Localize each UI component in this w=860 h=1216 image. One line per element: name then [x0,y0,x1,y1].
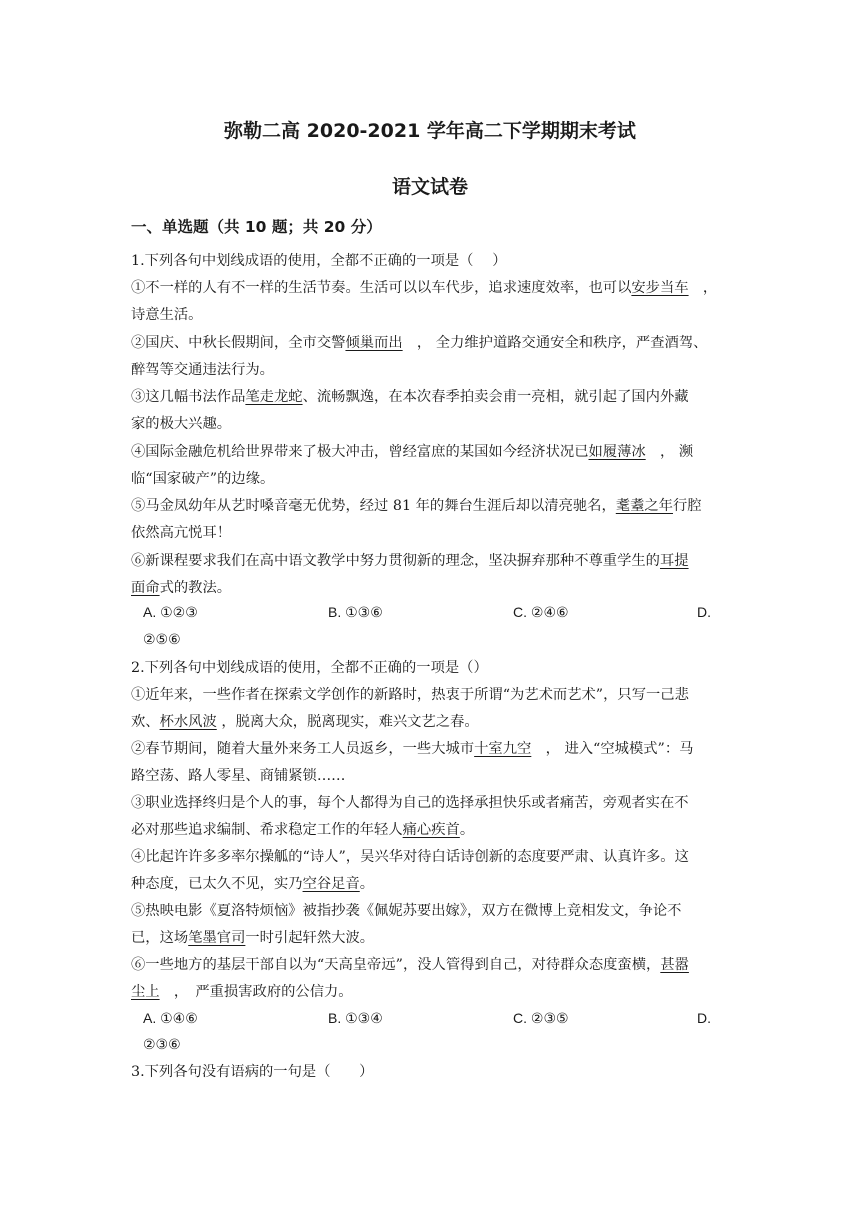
q1-option-c[interactable]: C. ②④⑥ [513,604,569,620]
q2-sentence-2-cont: 路空荡、路人零星、商铺紧锁…… [131,768,346,784]
q1-sentence-6: ⑥新课程要求我们在高中语文教学中努力贯彻新的理念，坚决摒弃那种不尊重学生的耳提 [131,553,689,569]
q2-sentence-1-cont: 欢、杯水风波 ，脱离大众，脱离现实，难兴文艺之春。 [131,714,479,730]
q2-stem: 2.下列各句中划线成语的使用，全都不正确的一项是（） [131,660,488,676]
q2-option-a[interactable]: A. ①④⑥ [143,1010,198,1026]
q2-sentence-6-cont: 尘上 ， 严重损害政府的公信力。 [131,984,353,1000]
q1-sentence-5: ⑤马金凤幼年从艺时嗓音毫无优势，经过 81 年的舞台生涯后却以清亮驰名，耄耋之年行腔 [131,498,702,514]
q1-stem: 1.下列各句中划线成语的使用，全都不正确的一项是（ ） [131,253,507,269]
q2-sentence-5: ⑤热映电影《夏洛特烦恼》被指抄袭《佩妮苏要出嫁》，双方在微博上竞相发文，争论不 [131,903,682,919]
q1-sentence-6-cont: 面命式的教法。 [131,580,232,596]
q1-sentence-5-cont: 依然高亢悦耳！ [131,525,232,541]
q2-option-d-value: ②③⑥ [143,1036,181,1052]
q1-option-a[interactable]: A. ①②③ [143,604,198,620]
q2-sentence-4-cont: 种态度，已太久不见，实乃空谷足音。 [131,876,375,892]
q2-sentence-5-cont: 已，这场笔墨官司一时引起轩然大波。 [131,930,375,946]
q1-option-d[interactable]: D. [697,604,711,620]
q1-sentence-3: ③这几幅书法作品笔走龙蛇、流畅飘逸，在本次春季拍卖会甫一亮相，就引起了国内外藏 [131,389,689,405]
q2-sentence-3: ③职业选择终归是个人的事，每个人都得为自己的选择承担快乐或者痛苦，旁观者实在不 [131,795,689,811]
q2-option-c[interactable]: C. ②③⑤ [513,1010,569,1026]
exam-title: 弥勒二高 2020-2021 学年高二下学期期末考试 [224,120,636,142]
exam-subtitle: 语文试卷 [391,176,468,198]
q2-option-d[interactable]: D. [697,1010,711,1026]
q1-sentence-1: ①不一样的人有不一样的生活节奏。生活可以以车代步，追求速度效率，也可以安步当车 ， [131,280,718,296]
q2-sentence-2: ②春节期间，随着大量外来务工人员返乡，一些大城市十室九空 ， 进入“空城模式”：马 [131,741,694,757]
q1-option-d-value: ②⑤⑥ [143,631,181,647]
q2-sentence-3-cont: 必对那些追求编制、希求稳定工作的年轻人痛心疾首。 [131,822,475,838]
q1-sentence-4: ④国际金融危机给世界带来了极大冲击，曾经富庶的某国如今经济状况已如履薄冰 ， 濒 [131,444,694,460]
q1-sentence-2: ②国庆、中秋长假期间，全市交警倾巢而出 ， 全力维护道路交通安全和秩序，严查酒驾、 [131,335,708,351]
q1-option-b[interactable]: B. ①③⑥ [328,604,383,620]
q3-stem: 3.下列各句没有语病的一句是（ ） [131,1064,374,1080]
section-heading: 一、单选题（共 10 题；共 20 分） [131,218,382,236]
q1-sentence-3-cont: 家的极大兴趣。 [131,416,232,432]
q2-sentence-6: ⑥一些地方的基层干部自以为“天高皇帝远”，没人管得到自己，对待群众态度蛮横，甚嚣 [131,957,689,973]
q1-sentence-2-cont: 醉驾等交通违法行为。 [131,362,274,378]
q1-sentence-4-cont: 临“国家破产”的边缘。 [131,471,275,487]
q2-option-b[interactable]: B. ①③④ [328,1010,383,1026]
q1-sentence-1-cont: 诗意生活。 [131,307,203,323]
q2-sentence-1: ①近年来，一些作者在探索文学创作的新路时，热衷于所谓“为艺术而艺术”，只写一己悲 [131,687,689,703]
q2-sentence-4: ④比起许许多多率尔操觚的“诗人”，吴兴华对待白话诗创新的态度要严肃、认真许多。这 [131,849,689,865]
